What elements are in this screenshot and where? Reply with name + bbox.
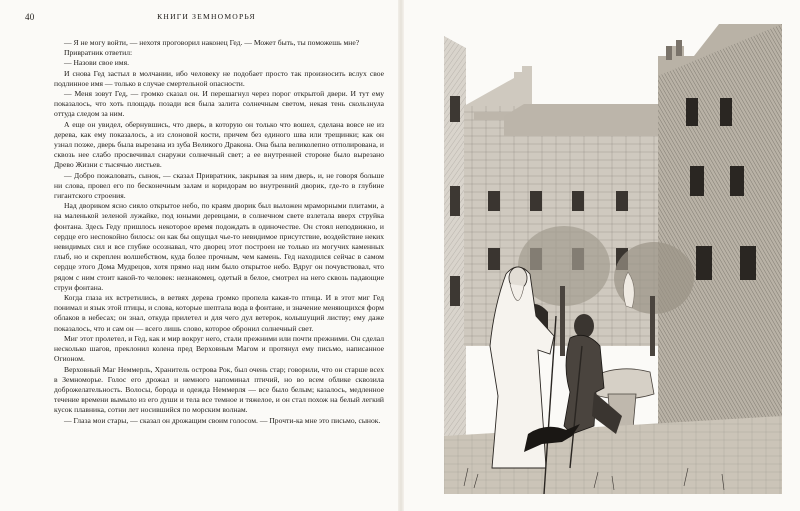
paragraph: Над двориком ясно сияло открытое небо, по краям дворик был выложен мраморными плитами, а на маленькой зеленой лужайке, под юными деревцами, в солнечном свете взлетала вверх струйка фонтана. Здесь Геду пришлось некоторое время подождать в одиночестве. Он стоял неподвижно, и сердце его неспокойно билось: он как бы ощущал чье-то невидимое присутствие, воздействие неких невидимых сил и все глубже осознавал, что дворец этот построен не только из могучих каменных глыб, но и скреплен волшебством, куда более прочным, чем камень. Гед находился сейчас в самом сердце этого Дома Мудрецов, хотя прямо над ним было открытое небо. Вдруг он почувствовал, что рядом с ним стоит какой-то человек: незнакомец, одетый в белое, смотрел на него сквозь падающие струи фонтана. [54,201,384,292]
paragraph: Когда глаза их встретились, в ветвях дерева громко пропела какая-то птица. И в этот миг Гед понимал и язык этой птицы, и слова, которые шептала вода в фонтане, и значение меняющихся форм облаков в небесах; он знал, откуда прилетел и для чего дул ветерок, колышущий листву; ему даже показалось, что и сам он — всего лишь слово, которое обронил солнечный свет. [54,293,384,333]
paragraph: А еще он увидел, обернувшись, что дверь, в которую он только что вошел, сделана вовсе не из дерева, как ему показалось, а из слоновой кости, причем без единого шва или трещинки; как он узнал позже, дверь была вырезана из зуба Великого Дракона. Она была великолепно отполирована, и сквозь нее слабо просвечивал снаружи солнечный свет; а ее внутренней стороне было вырезано Древо Жизни с тысячью листьев. [54,119,384,170]
paragraph: Верховный Маг Неммерль, Хранитель острова Рок, был очень стар; говорили, что он старше всех в Земноморье. Голос его дрожал и немного напоминал птичий, но во всем облике сквозила доброжелательность. Волосы, борода и одежда Неммерля — все было белым; казалось, медленное течение времени вымыло из его души и тела все темное и тяжелое, и он стал похож на белый легкий кусок плавника, сотни лет носившийся по морским волнам. [54,364,384,415]
back-roof [504,104,674,136]
page-header [25,12,388,26]
left-building [444,36,466,494]
body-text [54,38,384,426]
paragraph: — Глаза мои стары, — сказал он дрожащим своим голосом. — Прочти-ка мне это письмо, сынок. [64,415,381,425]
running-title: КНИГИ ЗЕМНОМОРЬЯ [157,12,256,21]
paragraph: — Меня зовут Гед, — громко сказал он. И перешагнул через порог открытой двери. И тут ему показалось, что хоть площадь позади вся была залита солнечным светом, некая тень скользнула оттуда следом за ним. [54,89,384,119]
paragraph: — Назови свое имя. [64,58,129,68]
paragraph: — Я не могу войти, — нехотя проговорил наконец Гед. — Может быть, ты поможешь мне? [64,38,360,47]
paragraph: Миг этот пролетел, и Гед, как и мир вокруг него, стали прежними или почти прежними. Он сделал несколько шагов, преклонил колена пред Верховным Магом и протянул ему письмо, написанное Огионом. [54,333,384,364]
right-page [404,0,800,511]
paragraph: И снова Гед застыл в молчании, ибо человеку не подобает просто так произносить вслух свое подлинное имя — только в случае смертельной опасности. [54,68,384,88]
paragraph: — Добро пожаловать, сынок, — сказал Привратник, закрывая за ним дверь, и, не говоря больше ни слова, провел его по бесконечным залам и коридорам во внутренний дворик, где-то в глубине гигантского строения. [54,170,384,201]
illustration-courtyard [444,16,782,494]
paragraph: Привратник ответил: [64,48,133,58]
page-number: 40 [25,12,35,22]
